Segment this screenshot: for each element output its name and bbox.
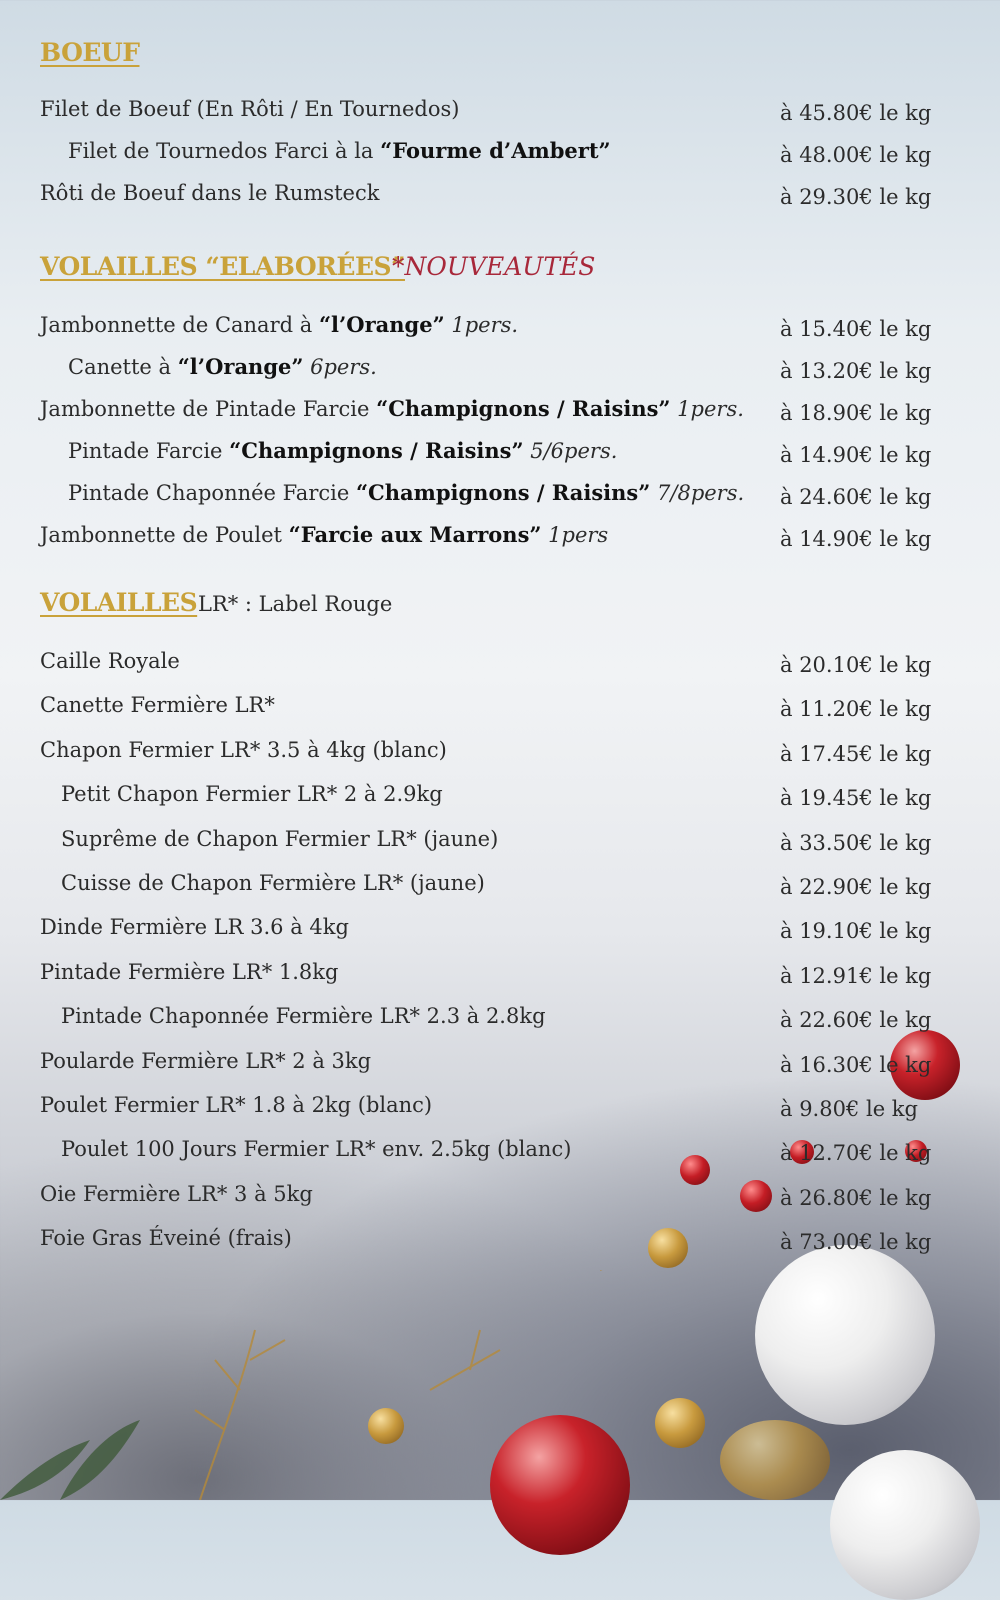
nouveautes-tag: *NOUVEAUTÉS bbox=[392, 252, 596, 281]
item-price: à 73.00€ le kg bbox=[780, 1230, 932, 1254]
item-name: Poulet 100 Jours Fermier LR* env. 2.5kg (blanc) bbox=[61, 1137, 572, 1161]
item-name: Cuisse de Chapon Fermière LR* (jaune) bbox=[61, 871, 485, 895]
list-item bbox=[0, 1223, 1000, 1259]
list-item bbox=[0, 868, 1000, 904]
item-price: à 22.60€ le kg bbox=[780, 1008, 932, 1032]
item-name: Canette à “l’Orange” 6pers. bbox=[68, 354, 377, 379]
item-name: Pintade Farcie “Champignons / Raisins” 5/6pers. bbox=[68, 438, 618, 463]
list-item bbox=[0, 310, 1000, 346]
item-price: à 14.90€ le kg bbox=[780, 443, 932, 467]
item-price: à 48.00€ le kg bbox=[780, 143, 932, 167]
item-price: à 14.90€ le kg bbox=[780, 527, 932, 551]
item-name: Pintade Chaponnée Farcie “Champignons / Raisins” 7/8pers. bbox=[68, 480, 745, 505]
section-title-elaborees: VOLAILLES “ELABORÉES” bbox=[40, 252, 405, 281]
list-item bbox=[0, 520, 1000, 556]
list-item bbox=[0, 646, 1000, 682]
list-item bbox=[0, 690, 1000, 726]
list-item bbox=[0, 1090, 1000, 1126]
item-price: à 26.80€ le kg bbox=[780, 1186, 932, 1210]
item-price: à 15.40€ le kg bbox=[780, 317, 932, 341]
item-name: Petit Chapon Fermier LR* 2 à 2.9kg bbox=[61, 782, 443, 806]
item-name: Chapon Fermier LR* 3.5 à 4kg (blanc) bbox=[40, 738, 447, 762]
item-name: Jambonnette de Poulet “Farcie aux Marrons” 1pers bbox=[40, 522, 609, 547]
list-item bbox=[0, 352, 1000, 388]
item-price: à 19.45€ le kg bbox=[780, 786, 932, 810]
item-name: Poularde Fermière LR* 2 à 3kg bbox=[40, 1049, 372, 1073]
item-price: à 12.91€ le kg bbox=[780, 964, 932, 988]
list-item bbox=[0, 735, 1000, 771]
list-item bbox=[0, 478, 1000, 514]
item-price: à 45.80€ le kg bbox=[780, 101, 932, 125]
item-name: Pintade Fermière LR* 1.8kg bbox=[40, 960, 339, 984]
item-name: Oie Fermière LR* 3 à 5kg bbox=[40, 1182, 313, 1206]
item-name: Jambonnette de Pintade Farcie “Champignons / Raisins” 1pers. bbox=[40, 396, 744, 421]
list-item bbox=[0, 1179, 1000, 1215]
item-name: Dinde Fermière LR 3.6 à 4kg bbox=[40, 915, 349, 939]
list-item bbox=[0, 436, 1000, 472]
list-item bbox=[0, 1046, 1000, 1082]
list-item bbox=[0, 1134, 1000, 1170]
item-name: Caille Royale bbox=[40, 649, 180, 673]
item-price: à 17.45€ le kg bbox=[780, 742, 932, 766]
item-name: Suprême de Chapon Fermier LR* (jaune) bbox=[61, 827, 499, 851]
item-price: à 33.50€ le kg bbox=[780, 831, 932, 855]
item-name: Pintade Chaponnée Fermière LR* 2.3 à 2.8kg bbox=[61, 1004, 546, 1028]
item-price: à 11.20€ le kg bbox=[780, 697, 932, 721]
item-price: à 13.20€ le kg bbox=[780, 359, 932, 383]
item-name: Jambonnette de Canard à “l’Orange” 1pers. bbox=[40, 312, 519, 337]
section-title-boeuf: BOEUF bbox=[40, 38, 140, 67]
list-item bbox=[0, 957, 1000, 993]
item-name: Filet de Tournedos Farci à la “Fourme d’Ambert” bbox=[68, 138, 611, 163]
item-name: Rôti de Boeuf dans le Rumsteck bbox=[40, 181, 380, 205]
list-item bbox=[0, 779, 1000, 815]
list-item bbox=[0, 824, 1000, 860]
item-price: à 22.90€ le kg bbox=[780, 875, 932, 899]
list-item bbox=[0, 1001, 1000, 1037]
item-price: à 9.80€ le kg bbox=[780, 1097, 918, 1121]
item-price: à 29.30€ le kg bbox=[780, 185, 932, 209]
item-name: Canette Fermière LR* bbox=[40, 693, 275, 717]
list-item bbox=[0, 136, 1000, 172]
list-item bbox=[0, 94, 1000, 130]
list-item bbox=[0, 178, 1000, 214]
item-price: à 18.90€ le kg bbox=[780, 401, 932, 425]
item-name: Foie Gras Éveiné (frais) bbox=[40, 1226, 292, 1250]
list-item bbox=[0, 912, 1000, 948]
item-price: à 16.30€ le kg bbox=[780, 1053, 932, 1077]
item-price: à 12.70€ le kg bbox=[780, 1141, 932, 1165]
section-title-volailles: VOLAILLES bbox=[40, 588, 198, 617]
item-price: à 20.10€ le kg bbox=[780, 653, 932, 677]
item-price: à 19.10€ le kg bbox=[780, 919, 932, 943]
label-rouge-note: LR* : Label Rouge bbox=[198, 592, 393, 616]
item-price: à 24.60€ le kg bbox=[780, 485, 932, 509]
item-name: Poulet Fermier LR* 1.8 à 2kg (blanc) bbox=[40, 1093, 433, 1117]
list-item bbox=[0, 394, 1000, 430]
item-name: Filet de Boeuf (En Rôti / En Tournedos) bbox=[40, 97, 460, 121]
